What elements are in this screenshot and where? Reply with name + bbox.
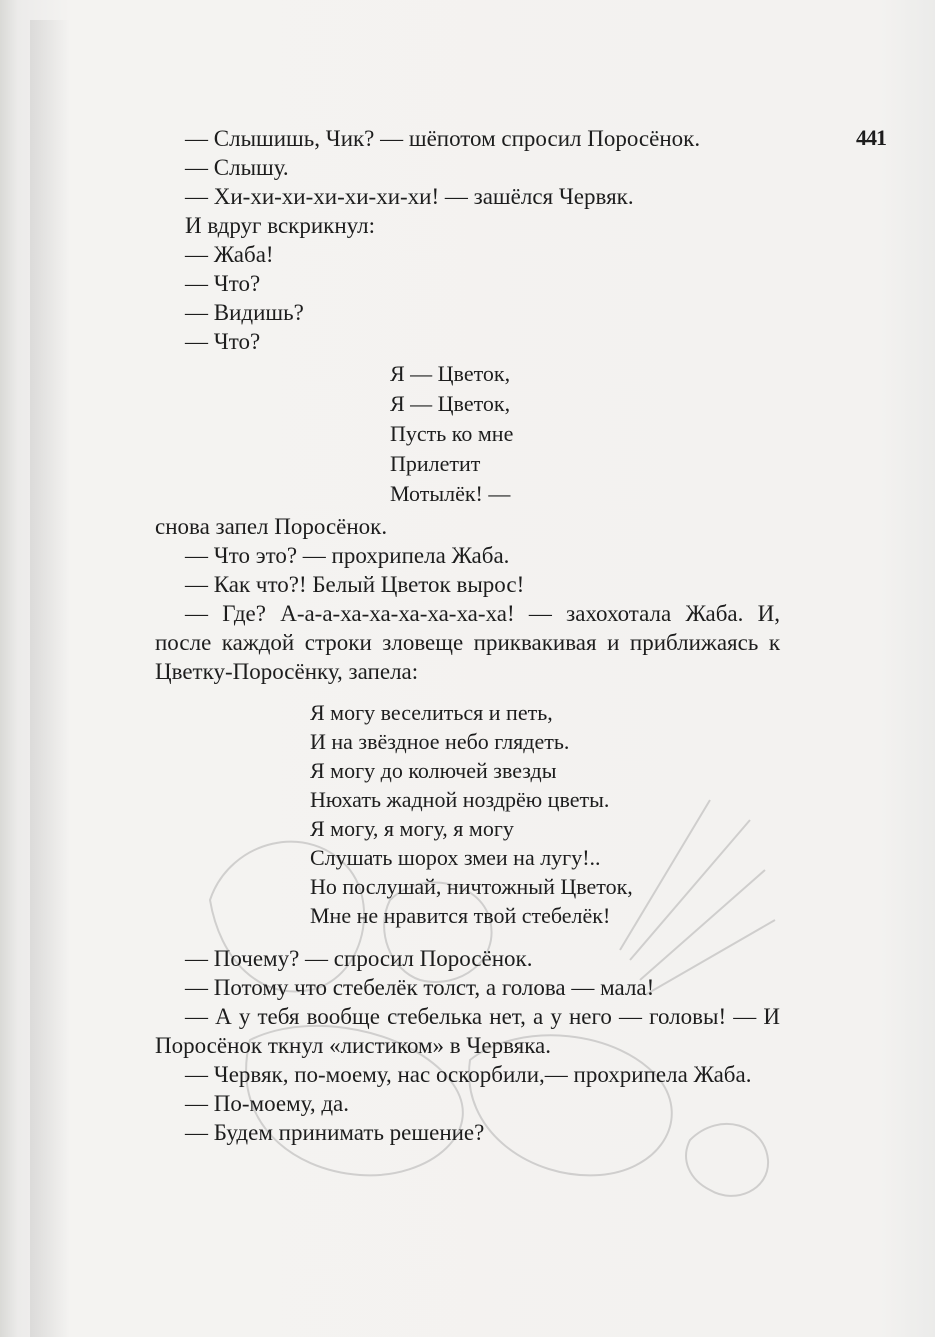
paragraph: — Потому что стебелёк толст, а голова — мала! — [185, 975, 655, 1000]
poem-line: Я могу, я могу, я могу — [310, 816, 514, 841]
poem-line: Пусть ко мне — [390, 421, 514, 446]
poem-line: Я могу до колючей звезды — [310, 758, 557, 783]
paragraph: И вдруг вскрикнул: — [185, 213, 375, 238]
paragraph: — Будем принимать решение? — [185, 1120, 485, 1145]
page-spine-shadow — [30, 20, 70, 1337]
paragraph: — По-моему, да. — [185, 1091, 349, 1116]
paragraph: — Что? — [185, 329, 261, 354]
poem-line: Слушать шорох змеи на лугу!.. — [310, 845, 601, 870]
page-number: 441 — [856, 125, 886, 150]
poem-line: Я — Цветок, — [390, 361, 511, 386]
poem-line: Я — Цветок, — [390, 391, 511, 416]
poem-line: И на звёздное небо глядеть. — [310, 729, 570, 754]
paragraph: — Что это? — прохрипела Жаба. — [185, 543, 510, 568]
paragraph: — Червяк, по-моему, нас оскорбили,— прохрипела Жаба. — [185, 1062, 752, 1087]
poem-line: Нюхать жадной ноздрёю цветы. — [310, 787, 610, 812]
paragraph: — Как что?! Белый Цветок вырос! — [185, 572, 525, 597]
paragraph: — А у тебя вообще стебелька нет, а у него — головы! — И Поросёнок ткнул «листиком» в Червяка. — [155, 1004, 780, 1058]
poem-line: Прилетит — [390, 451, 481, 476]
paragraph: — Почему? — спросил Поросёнок. — [185, 946, 533, 971]
poem-line: Мне не нравится твой стебелёк! — [310, 903, 611, 928]
poem-line: Я могу веселиться и петь, — [310, 700, 553, 725]
poem-flower-song — [390, 359, 780, 509]
paragraph: — Слышишь, Чик? — шёпотом спросил Поросёнок. — [185, 126, 701, 151]
paragraph: — Хи-хи-хи-хи-хи-хи-хи! — зашёлся Червяк. — [185, 184, 634, 209]
paragraph: — Видишь? — [185, 300, 304, 325]
paragraph: — Жаба! — [185, 242, 274, 267]
paragraph: — Где? А-а-а-ха-ха-ха-ха-ха-ха! — захохотала Жаба. И, после каждой строки зловеще приквакивая и приближаясь к Цветку-Поросёнку, запела: — [155, 601, 780, 684]
poem-line: Мотылёк! — — [390, 481, 511, 506]
paragraph: — Что? — [185, 271, 261, 296]
body-text — [155, 124, 780, 1147]
poem-line: Но послушай, ничтожный Цветок, — [310, 874, 633, 899]
paragraph: — Слышу. — [185, 155, 289, 180]
poem-toad-song — [310, 698, 780, 930]
paragraph: снова запел Поросёнок. — [155, 514, 388, 539]
